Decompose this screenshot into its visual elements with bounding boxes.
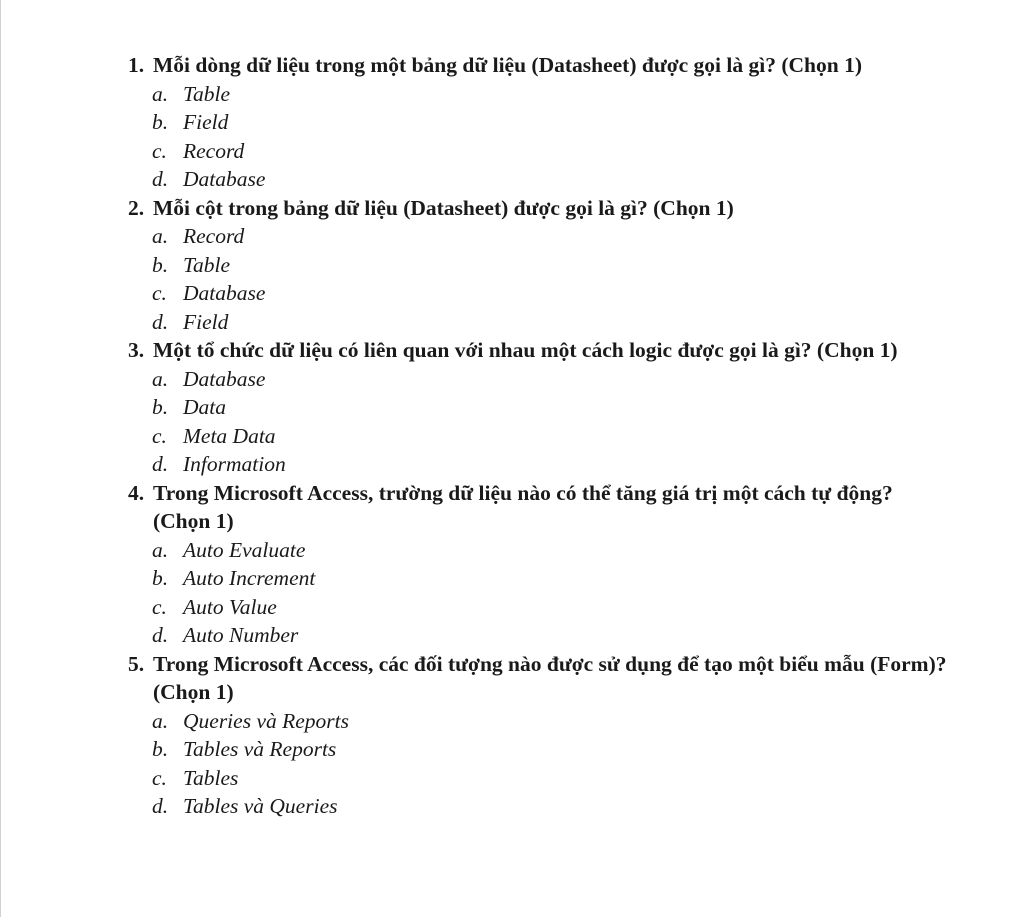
question-stem bbox=[128, 336, 953, 365]
option-text: Auto Evaluate bbox=[183, 537, 306, 562]
option-letter: c. bbox=[152, 765, 167, 790]
question-3 bbox=[1, 336, 1024, 479]
option-item bbox=[152, 792, 1024, 821]
question-stem bbox=[128, 194, 953, 223]
option-text: Field bbox=[183, 309, 229, 334]
question-text: Trong Microsoft Access, các đối tượng nào được sử dụng để tạo một biểu mẫu (Form)? (Chọn 1) bbox=[153, 651, 947, 704]
option-item bbox=[152, 735, 1024, 764]
option-item bbox=[152, 564, 1024, 593]
option-list bbox=[1, 536, 1024, 650]
option-letter: b. bbox=[152, 110, 169, 134]
option-item bbox=[152, 707, 1024, 736]
option-text: Meta Data bbox=[183, 423, 276, 448]
option-text: Tables và Reports bbox=[183, 737, 337, 761]
option-item bbox=[152, 222, 1024, 251]
question-2 bbox=[1, 194, 1024, 337]
question-5 bbox=[1, 650, 1024, 821]
option-letter: c. bbox=[152, 594, 167, 619]
option-letter: b. bbox=[152, 737, 169, 761]
option-item bbox=[152, 621, 1024, 650]
option-item bbox=[152, 365, 1024, 394]
question-number: 3. bbox=[128, 338, 145, 362]
option-letter: d. bbox=[152, 309, 169, 334]
option-letter: c. bbox=[152, 281, 167, 305]
option-item bbox=[152, 764, 1024, 793]
question-number: 5. bbox=[128, 651, 145, 676]
option-text: Queries và Reports bbox=[183, 708, 349, 733]
question-stem bbox=[128, 650, 953, 707]
option-letter: b. bbox=[152, 566, 169, 590]
option-item bbox=[152, 450, 1024, 479]
option-text: Database bbox=[183, 167, 266, 191]
option-text: Table bbox=[183, 252, 230, 277]
option-text: Auto Value bbox=[183, 594, 277, 619]
option-letter: c. bbox=[152, 423, 167, 448]
option-letter: a. bbox=[152, 224, 169, 248]
option-text: Record bbox=[183, 138, 245, 163]
option-item bbox=[152, 165, 1024, 194]
option-letter: d. bbox=[152, 794, 169, 818]
option-item bbox=[152, 593, 1024, 622]
option-list bbox=[1, 365, 1024, 479]
option-list bbox=[1, 80, 1024, 194]
option-item bbox=[152, 308, 1024, 337]
option-letter: c. bbox=[152, 138, 167, 163]
question-text: Trong Microsoft Access, trường dữ liệu nào có thể tăng giá trị một cách tự động? (Chọn 1) bbox=[153, 480, 893, 533]
question-stem bbox=[128, 51, 953, 80]
question-text: Mỗi cột trong bảng dữ liệu (Datasheet) được gọi là gì? (Chọn 1) bbox=[153, 195, 734, 220]
option-item bbox=[152, 251, 1024, 280]
question-number: 2. bbox=[128, 195, 145, 220]
question-1 bbox=[1, 51, 1024, 194]
option-letter: d. bbox=[152, 623, 169, 647]
option-list bbox=[1, 707, 1024, 821]
option-item bbox=[152, 137, 1024, 166]
option-item bbox=[152, 393, 1024, 422]
question-text: Mỗi dòng dữ liệu trong một bảng dữ liệu (Datasheet) được gọi là gì? (Chọn 1) bbox=[153, 53, 862, 77]
option-text: Tables bbox=[183, 765, 239, 790]
option-text: Tables và Queries bbox=[183, 794, 338, 818]
option-text: Auto Increment bbox=[183, 566, 316, 590]
option-text: Information bbox=[183, 452, 286, 476]
quiz-list bbox=[1, 51, 1024, 821]
option-text: Auto Number bbox=[183, 623, 299, 647]
question-4 bbox=[1, 479, 1024, 650]
option-item bbox=[152, 108, 1024, 137]
question-number: 1. bbox=[128, 53, 145, 77]
option-letter: d. bbox=[152, 452, 169, 476]
option-letter: a. bbox=[152, 366, 169, 391]
option-text: Record bbox=[183, 224, 245, 248]
option-item bbox=[152, 422, 1024, 451]
option-letter: d. bbox=[152, 167, 169, 191]
option-letter: a. bbox=[152, 708, 169, 733]
option-text: Database bbox=[183, 281, 266, 305]
option-text: Database bbox=[183, 366, 266, 391]
question-text: Một tổ chức dữ liệu có liên quan với nhau một cách logic được gọi là gì? (Chọn 1) bbox=[153, 338, 898, 362]
option-item bbox=[152, 80, 1024, 109]
option-letter: a. bbox=[152, 537, 169, 562]
question-number: 4. bbox=[128, 480, 145, 505]
option-text: Field bbox=[183, 110, 229, 134]
option-letter: a. bbox=[152, 81, 169, 106]
option-letter: b. bbox=[152, 252, 169, 277]
option-text: Table bbox=[183, 81, 230, 106]
question-stem bbox=[128, 479, 953, 536]
option-list bbox=[1, 222, 1024, 336]
option-text: Data bbox=[183, 395, 226, 419]
option-item bbox=[152, 536, 1024, 565]
option-letter: b. bbox=[152, 395, 169, 419]
option-item bbox=[152, 279, 1024, 308]
